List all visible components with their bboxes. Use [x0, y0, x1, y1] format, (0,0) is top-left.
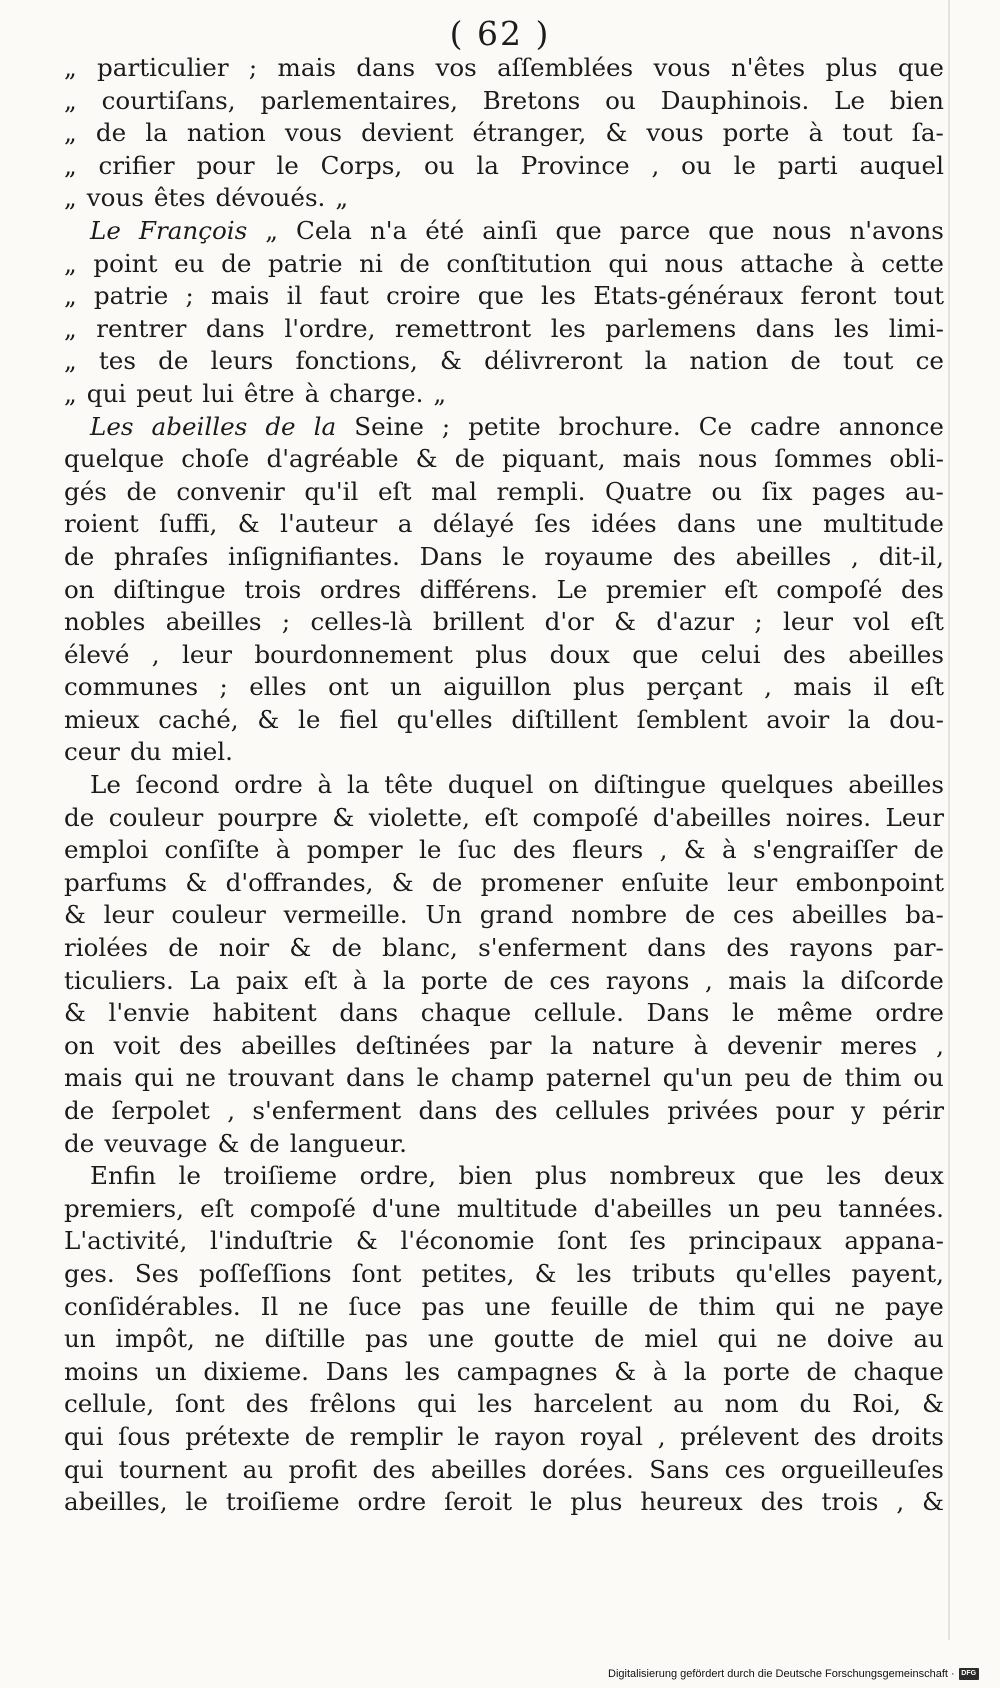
text-line: Les abeilles de la Seine ; petite brochure. Ce cadre annonce [90, 411, 944, 441]
text-line: un impôt, ne diſtille pas une goutte de miel qui ne doive au [64, 1324, 944, 1354]
text-line: de phraſes inſignifiantes. Dans le royaume des abeilles , dit-il, [64, 541, 944, 571]
text-line: „ qui peut lui être à charge. „ [64, 378, 447, 408]
text-line: roient ſuffi, & l'auteur a délayé ſes idées dans une multitude [64, 509, 944, 539]
text-line: L'activité, l'induſtrie & l'économie ſont ſes principaux appana- [64, 1226, 944, 1256]
text-line: & l'envie habitent dans chaque cellule. Dans le même ordre [64, 998, 944, 1028]
text-line: ges. Ses poſſeſſions ſont petites, & les tributs qu'elles payent, [64, 1258, 944, 1288]
text-line: „ rentrer dans l'ordre, remettront les parlemens dans les limi- [64, 313, 944, 343]
text-line: „ tes de leurs fonctions, & délivreront la nation de tout ce [64, 346, 944, 376]
text-line: „ crifier pour le Corps, ou la Province , ou le parti auquel [64, 150, 944, 180]
dfg-logo: DFG [959, 1668, 979, 1680]
body-text [64, 52, 944, 1519]
credit-text: Digitalisierung gefördert durch die Deutsche Forschungsgemeinschaft · [608, 1668, 955, 1680]
text-line: riolées de noir & de blanc, s'enferment dans des rayons par- [64, 933, 944, 963]
text-line: „ point eu de patrie ni de conſtitution qui nous attache à cette [64, 248, 944, 278]
text-line: de ſerpolet , s'enferment dans des cellules privées pour y périr [64, 1096, 944, 1125]
text-line: on diſtingue trois ordres différens. Le premier eſt compoſé des [64, 574, 944, 604]
text-line: qui tournent au profit des abeilles dorées. Sans ces orgueilleuſes [64, 1454, 944, 1484]
text-line: nobles abeilles ; celles-là brillent d'or & d'azur ; leur vol eſt [64, 607, 944, 637]
text-line: de veuvage & de langueur. [64, 1128, 407, 1158]
text-line: moins un dixieme. Dans les campagnes & à la porte de chaque [64, 1356, 944, 1386]
text-line: parfums & d'offrandes, & de promener enſuite leur embonpoint [64, 867, 944, 897]
text-line: „ patrie ; mais il faut croire que les Etats-généraux feront tout [64, 281, 944, 311]
text-line: Le François „ Cela n'a été ainſi que parce que nous n'avons [90, 215, 944, 245]
text-line: qui ſous prétexte de remplir le rayon royal , prélevent des droits [64, 1421, 944, 1451]
text-line: ceur du miel. [64, 737, 233, 767]
text-line: mais qui ne trouvant dans le champ paternel qu'un peu de thim ou [64, 1063, 944, 1093]
text-line: „ particulier ; mais dans vos aſſemblées vous n'êtes plus que [64, 53, 944, 82]
digitization-credit [608, 1664, 979, 1684]
text-line: premiers, eſt compoſé d'une multitude d'abeilles un peu tannées. [64, 1193, 944, 1223]
text-line: on voit des abeilles deſtinées par la nature à devenir meres , [64, 1030, 944, 1060]
text-line: „ courtiſans, parlementaires, Bretons ou Dauphinois. Le bien [64, 85, 944, 115]
text-line: „ vous êtes dévoués. „ [64, 183, 349, 213]
text-line: Le ſecond ordre à la tête duquel on diſtingue quelques abeilles [90, 770, 944, 800]
text-line: quelque choſe d'agréable & de piquant, mais nous ſommes obli- [64, 444, 944, 474]
text-line: emploi conſiſte à pomper le ſuc des fleurs , & à s'engraiſſer de [64, 835, 944, 865]
text-line: „ de la nation vous devient étranger, & vous porte à tout ſa- [64, 118, 944, 148]
text-line: mieux caché, & le fiel qu'elles diſtillent ſemblent avoir la dou- [64, 704, 944, 734]
text-line: de couleur pourpre & violette, eſt compoſé d'abeilles noires. Leur [64, 802, 944, 832]
text-line: conſidérables. Il ne ſuce pas une feuille de thim qui ne paye [64, 1291, 944, 1321]
text-line: communes ; elles ont un aiguillon plus perçant , mais il eſt [64, 672, 944, 702]
text-line: ticuliers. La paix eſt à la porte de ces rayons , mais la diſcorde [64, 965, 944, 995]
page-number: ( 62 ) [449, 14, 551, 53]
text-line: & leur couleur vermeille. Un grand nombre de ces abeilles ba- [64, 900, 944, 930]
text-line: abeilles, le troiſieme ordre ſeroit le plus heureux des trois , & [64, 1487, 944, 1517]
text-line: élevé , leur bourdonnement plus doux que celui des abeilles [64, 639, 944, 669]
text-line: Enfin le troiſieme ordre, bien plus nombreux que les deux [90, 1161, 944, 1191]
text-line: gés de convenir qu'il eſt mal rempli. Quatre ou ſix pages au- [64, 476, 944, 506]
text-line: cellule, ſont des frêlons qui les harcelent au nom du Roi, & [64, 1389, 944, 1419]
page-edge [948, 0, 950, 1640]
